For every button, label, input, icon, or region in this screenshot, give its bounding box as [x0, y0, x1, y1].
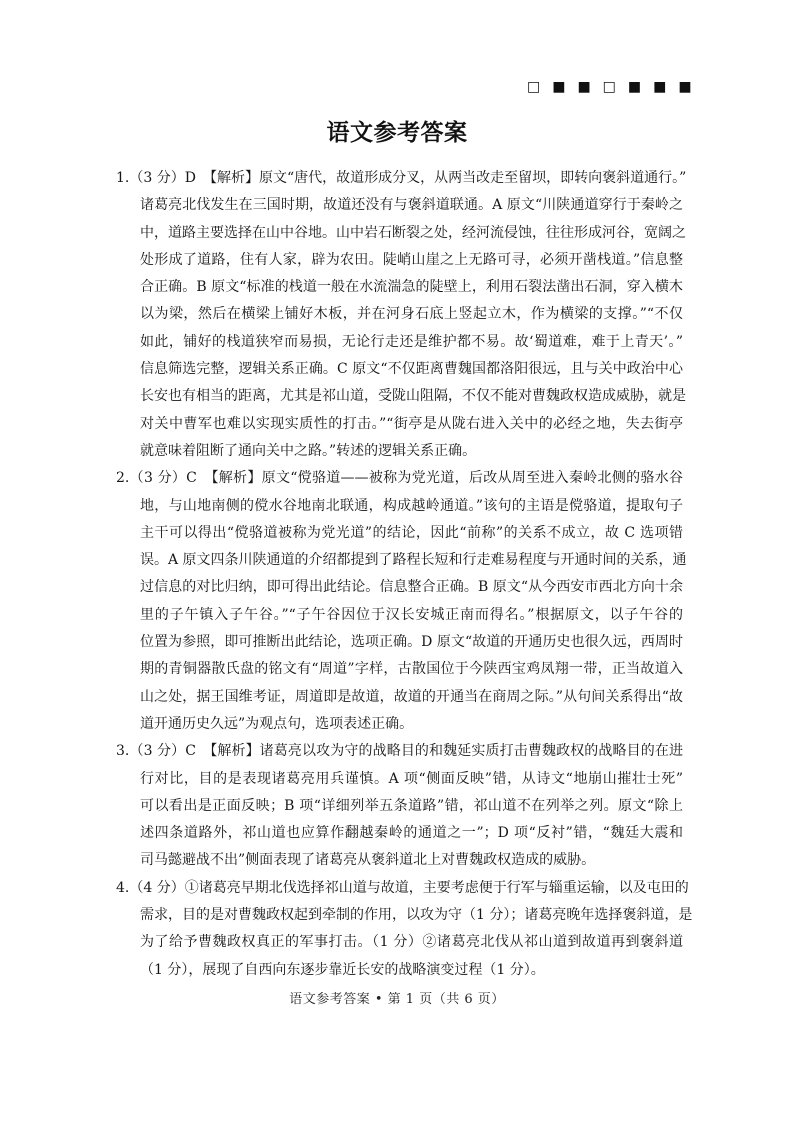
answer-item-3	[116, 738, 683, 874]
answer-line: 处形成了道路，住有人家，辟为农田。陡峭山崖之上无路可寻，必须开凿栈道。”信息整	[140, 251, 683, 268]
answer-line	[116, 875, 689, 902]
answer-line: 期的青铜器散氏盘的铭文有“周道”字样，古散国位于今陕西宝鸡凤翔一带，正当故道入	[140, 661, 683, 678]
answer-item-2	[116, 465, 687, 738]
answer-line: 合正确。B 原文“标准的栈道一般在水流湍急的陡壁上，利用石裂法凿出石洞，穿入横木	[140, 279, 683, 296]
answer-list	[116, 165, 693, 984]
page-footer: 语文参考答案 • 第 1 页（共 6 页）	[289, 992, 505, 1007]
answer-line: 主干可以得出“傥骆道被称为党光道”的结论，因此“前称”的关系不成立，故 C 选项错	[140, 524, 683, 541]
answer-line	[116, 465, 683, 492]
answer-line: 地，与山地南侧的傥水谷地南北联通，构成越岭通道。”该句的主语是傥骆道，提取句子	[140, 497, 683, 514]
answer-line: 可以看出是正面反映；B 项“详细列举五条道路”错，祁山道不在列举之列。原文“除上	[140, 797, 683, 814]
answer-line: 长安也有相当的距离，尤其是祁山道，受陇山阻隔，不仅不能对曹魏政权造成威胁，就是	[140, 388, 686, 405]
answer-line	[116, 738, 683, 765]
answer-line: 山之处，据王国维考证，周道即是故道，故道的开通当在商周之际。”从句间关系得出“故	[140, 688, 683, 705]
answer-line: 里的子午镇入子午谷。”“子午谷因位于汉长安城正南而得名。”根据原文，以子午谷的	[140, 606, 683, 623]
answer-line-text: （4 分）①诸葛亮早期北伐选择祁山道与故道，主要考虑便于行军与辎重运输，以及屯田的	[129, 879, 689, 896]
answer-line-text: （3 分）C 【解析】诸葛亮以攻为守的战略目的和魏延实质打击曹魏政权的战略目的在进	[129, 743, 683, 760]
page-title: 语文参考答案	[326, 119, 468, 146]
answer-line: 司马懿避战不出”侧面表现了诸葛亮从褒斜道北上对曹魏政权造成的威胁。	[140, 852, 596, 869]
answer-line: 误。A 原文四条川陕通道的介绍都提到了路程长短和行走难易程度与开通时间的关系，通	[140, 552, 687, 569]
answer-line: 就意味着阻断了通向关中之路。”转述的逻辑关系正确。	[140, 442, 477, 459]
answer-line: 诸葛亮北伐发生在三国时期，故道还没有与褒斜道联通。A 原文“川陕通道穿行于秦岭之	[140, 197, 683, 214]
answer-line: 对关中曹军也难以实现实质性的打击。”“街亭是从陇右进入关中的必经之地，失去街亭	[140, 415, 683, 432]
answer-line-text: （3 分）D 【解析】原文“唐代，故道形成分叉，从两当改走至留坝，即转向褒斜道通行。”	[129, 170, 687, 186]
answer-line: 位置为参照，即可推断出此结论，选项正确。D 原文“故道的开通历史也很久远，西周时	[140, 634, 683, 651]
answer-line: 中，道路主要选择在山中谷地。山中岩石断裂之处，经河流侵蚀，往往形成河谷，宽阔之	[140, 224, 686, 241]
answer-line: 行对比，目的是表现诸葛亮用兵谨慎。A 项“侧面反映”错，从诗文“地崩山摧壮士死”	[140, 770, 683, 787]
answer-item-4	[116, 875, 693, 984]
answer-line: 为了给予曹魏政权真正的军事打击。（1 分）②诸葛亮北伐从祁山道到故道再到褒斜道	[140, 934, 683, 951]
answer-line: 信息筛选完整，逻辑关系正确。C 原文“不仅距离曹魏国都洛阳很远，且与关中政治中心	[140, 361, 683, 378]
answer-line: 过信息的对比归纳，即可得出此结论。信息整合正确。B 原文“从今西安市西北方向十余	[140, 579, 683, 596]
answer-line: 需求，目的是对曹魏政权起到牵制的作用，以攻为守（1 分）；诸葛亮晚年选择褒斜道，是	[140, 907, 693, 924]
answer-line: 述四条道路外，祁山道也应算作翻越秦岭的通道之一”；D 项“反衬”错，“魏廷大震和	[140, 825, 683, 842]
item-number: 3.	[116, 743, 130, 760]
answer-line: 道开通历史久远”为观点句，选项表述正确。	[140, 715, 414, 732]
item-number: 2.	[116, 470, 130, 487]
answer-item-1	[116, 165, 687, 465]
answer-line: （1 分），展现了自西向东逐步靠近长安的战略演变过程（1 分）。	[140, 961, 545, 978]
answer-line	[116, 165, 687, 192]
answer-line: 如此，铺好的栈道狭窄而易损，无论行走还是维护都不易。故‘蜀道难，难于上青天’。”	[140, 333, 683, 350]
header-square-marks: □■■□■■■	[527, 79, 704, 95]
answer-line-text: （3 分）C 【解析】原文“傥骆道——被称为党光道，后改从周至进入秦岭北侧的骆水谷	[129, 470, 683, 487]
answer-line: 以为梁，然后在横梁上铺好木板，并在河身石底上竖起立木，作为横梁的支撑。”“不仅	[140, 306, 683, 323]
item-number: 4.	[116, 879, 130, 896]
item-number: 1.	[116, 170, 130, 186]
